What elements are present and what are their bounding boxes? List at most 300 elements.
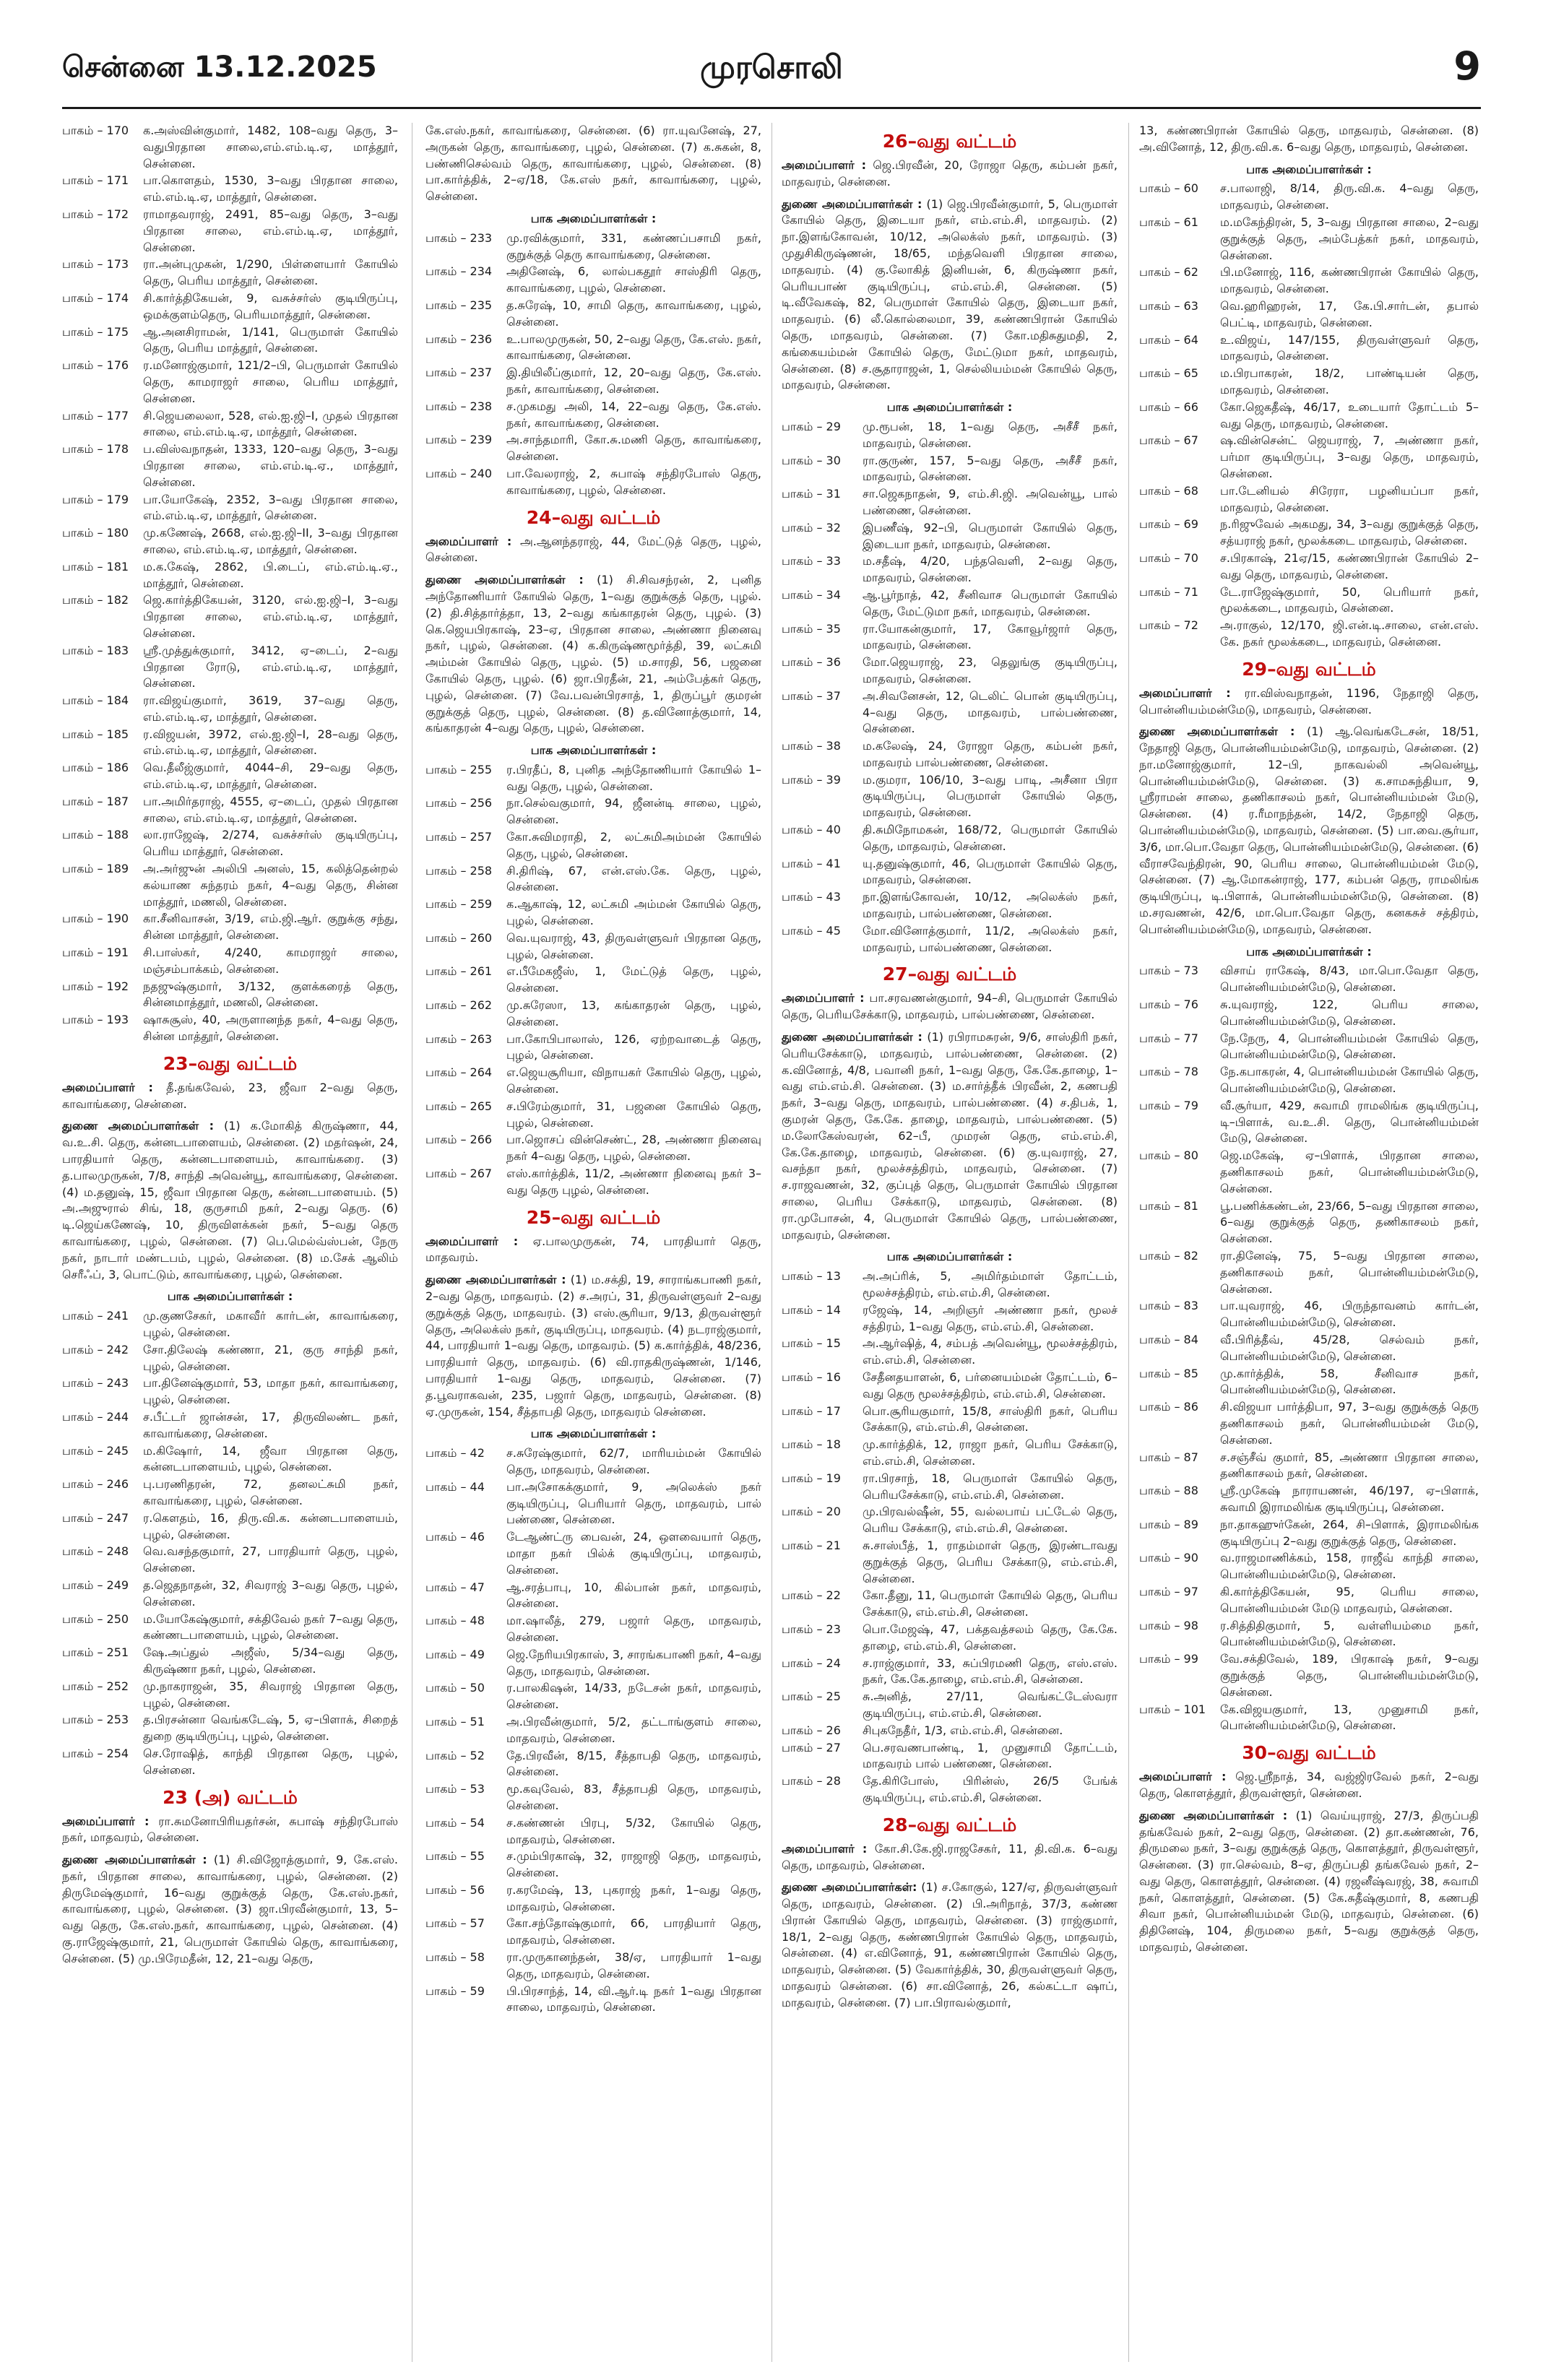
booth-number: பாகம் – 29 (782, 419, 841, 433)
booth-entry (62, 827, 398, 860)
booth-entry (62, 1409, 398, 1442)
booth-entry (1139, 399, 1479, 433)
booth-entry (62, 173, 398, 206)
booth-number: பாகம் – 82 (1139, 1249, 1198, 1263)
booth-organizer-details: சு.யுவராஜ், 122, பெரிய சாலை, பொன்னியம்மன்மேடு, சென்னை. (1220, 998, 1479, 1028)
booth-number: பாகம் – 56 (425, 1882, 485, 1897)
booth-organizer-details: சிபுகநேதீர், 1/3, எம்.எம்.சி, சென்னை. (863, 1723, 1063, 1737)
booth-entry (425, 1714, 761, 1747)
booth-number: பாகம் – 246 (62, 1477, 129, 1492)
organizer-paragraph (782, 990, 1118, 1024)
booth-number: பாகம் – 84 (1139, 1332, 1198, 1346)
booth-organizer-details: ஆ.சரத்பாபு, 10, கில்பான் நகர், மாதவரம், சென்னை. (506, 1580, 761, 1611)
booth-entry (425, 1983, 761, 2017)
booth-entry (782, 587, 1118, 620)
booth-organizer-details: பு.பரணிதரன், 72, தனலட்சுமி நகர், காவாங்கரை, புழல், சென்னை. (143, 1477, 398, 1507)
booth-organizer-details: ம.கிஷோர், 14, ஜீவா பிரதான தெரு, கன்னடபாளையம், புழல், சென்னை. (143, 1443, 398, 1474)
booth-number: பாகம் – 234 (425, 264, 493, 279)
booth-entry (1139, 264, 1479, 298)
booth-number: பாகம் – 59 (425, 1983, 485, 1998)
booth-number: பாகம் – 237 (425, 365, 493, 380)
booth-number: பாகம் – 192 (62, 979, 129, 993)
booth-entry (425, 1882, 761, 1916)
booth-number: பாகம் – 78 (1139, 1065, 1198, 1079)
booth-entry (62, 643, 398, 692)
organizer-paragraph (425, 1272, 761, 1420)
booth-number: பாகம் – 258 (425, 863, 493, 878)
booth-entry (782, 889, 1118, 922)
booth-number: பாகம் – 27 (782, 1740, 841, 1754)
booth-organizer-details: ச.பிரேம்குமார், 31, பஜனை கோயில் தெரு, புழல், சென்னை. (506, 1099, 761, 1130)
booth-entry (782, 1302, 1118, 1336)
booth-number: பாகம் – 48 (425, 1614, 485, 1628)
booth-number: பாகம் – 233 (425, 230, 493, 245)
booth-entry (62, 1645, 398, 1678)
booth-organizer-details: பெ.சரவணபாண்டி, 1, முனுசாமி தோட்டம், மாதவரம் பால் பண்ணை, சென்னை. (863, 1740, 1118, 1771)
booth-number: பாகம் – 174 (62, 290, 129, 305)
role-label: அமைப்பாளர் : (782, 158, 866, 172)
booth-organizer-details: மு.ரவிக்குமார், 331, கண்ணப்பசாமி நகர், குறுக்குத் தெரு காவாங்கரை, சென்னை. (506, 230, 761, 261)
booth-number: பாகம் – 249 (62, 1578, 129, 1592)
booth-entry (425, 1529, 761, 1578)
booth-number: பாகம் – 60 (1139, 181, 1198, 196)
booth-organizer-details: ஷ.வின்சென்ட் ஜெயராஜ், 7, அண்ணா நகர், பர்மா குடியிருப்பு, 3–வது தெரு, மாதவரம், சென்னை. (1220, 433, 1479, 480)
organizer-paragraph (1139, 1808, 1479, 1956)
organizer-text: ரா.சுமனோபிரியதர்சன், சுபாஷ் சந்திரபோஸ் நகர், மாதவரம், சென்னை. (62, 1814, 398, 1845)
booth-number: பாகம் – 193 (62, 1013, 129, 1027)
booth-number: பாகம் – 238 (425, 399, 493, 413)
booth-organizer-details: பா.அசோகக்குமார், 9, அலெக்ஸ் நகர் குடியிருப்பு, பெரியார் தெரு, மாதவரம், பால் பண்ணை, சென்னை. (506, 1479, 761, 1527)
booth-entry (1139, 181, 1479, 214)
role-label: அமைப்பாளர் : (62, 1814, 150, 1828)
booth-entry (425, 1916, 761, 1949)
booth-number: பாகம் – 67 (1139, 433, 1198, 448)
booth-number: பாகம் – 64 (1139, 332, 1198, 347)
booth-entry (425, 1815, 761, 1848)
organizer-paragraph (782, 196, 1118, 394)
booth-number: பாகம் – 244 (62, 1409, 129, 1424)
booth-number: பாகம் – 34 (782, 587, 841, 602)
booth-entry (782, 1740, 1118, 1773)
booth-number: பாகம் – 101 (1139, 1702, 1206, 1716)
section-heading: பாக அமைப்பாளர்கள் : (530, 1427, 657, 1441)
booth-entry (62, 559, 398, 592)
booth-entry (62, 1308, 398, 1341)
booth-number: பாகம் – 85 (1139, 1366, 1198, 1380)
booth-organizer-details: மு.கார்த்திக், 58, சீனிவாச நகர், பொன்னியம்மன்மேடு, சென்னை. (1220, 1366, 1479, 1397)
booth-number: பாகம் – 30 (782, 453, 841, 467)
booth-number: பாகம் – 61 (1139, 215, 1198, 229)
booth-entry (425, 1132, 761, 1165)
booth-entry (425, 230, 761, 264)
booth-organizer-details: ம.கலேஷ், 24, ரோஜா தெரு, கம்பன் நகர், மாதவரம் பால்பண்ணை, சென்னை. (863, 739, 1118, 769)
organizer-text: (1) வெய்யுராஜ், 27/3, திருப்பதி தங்கவேல் நகர், 2–வது தெரு, சென்னை. (2) தா.கண்ணன், 76, திருமலை நகர், 3–வது குறுக்குத் தெரு, கொளத்தூர், திருவள்ளூர், சென்னை. (3) ரா.செல்வம், 8–ஏ, திருப்பதி தங்கவேல் நகர், 2–வது தெரு, கொளத்தூர், சென்னை. (4) ரஜனீஷ்வரஜ், 38, சுவாமி நகர், கொளத்தூர், சென்னை. (5) கே.சுதீஷ்குமார், 8, கணபதி சிவா நகர், பொன்னியம்மன் மேடு, மாதவரம், சென்னை. (6) திதினேஷ், 104, திருமலை நகர், 5–வது குறுக்குத் தெரு, மாதவரம், சென்னை. (1139, 1808, 1479, 1955)
booth-organizer-details: கோ.தீனு, 11, பெருமாள் கோயில் தெரு, பெரிய சேக்காடு, எம்.எம்.சி, சென்னை. (863, 1588, 1118, 1619)
role-label: அமைப்பாளர் : (1139, 685, 1231, 700)
booth-entry (62, 1611, 398, 1645)
booth-entry (62, 1443, 398, 1476)
booth-organizer-details: ம.பிரபாகரன், 18/2, பாண்டியன் தெரு, மாதவரம், சென்னை. (1220, 366, 1479, 397)
booth-organizer-details: ச.பீட்டர் ஜான்சன், 17, திருவிலண்ட நகர், காவாங்கரை, சென்னை. (143, 1409, 398, 1440)
organizer-text: அ.ஆனந்தராஜ், 44, மேட்டுத் தெரு, புழல், சென்னை. (425, 534, 761, 565)
booth-number: பாகம் – 245 (62, 1443, 129, 1458)
booth-entry (1139, 963, 1479, 996)
booth-organizer-details: தே.கிரிபோஸ், பிரின்ஸ், 26/5 பேங்க் குடியிருப்பு, எம்.எம்.சி, சென்னை. (863, 1774, 1118, 1804)
booth-number: பாகம் – 259 (425, 897, 493, 912)
booth-number: பாகம் – 89 (1139, 1517, 1198, 1531)
booth-number: பாகம் – 33 (782, 554, 841, 568)
booth-organizer-details: உ.பாலமுருகன், 50, 2–வது தெரு, கே.எஸ். நகர், காவாங்கரை, சென்னை. (506, 332, 761, 363)
organizer-text: ஜெ.பிரவீன், 20, ரோஜா தெரு, கம்பன் நகர், மாதவரம், சென்னை. (782, 158, 1118, 189)
booth-entry (425, 964, 761, 997)
booth-entry (62, 1679, 398, 1712)
booth-entry (1139, 1031, 1479, 1064)
booth-organizer-details: செ.ரோஷித், காந்தி பிரதான தெரு, புழல், சென்னை. (143, 1746, 398, 1777)
booth-entry (62, 592, 398, 641)
booth-entry (425, 1613, 761, 1646)
role-label: துணை அமைப்பாளர்கள் : (782, 1030, 922, 1044)
booth-organizer-details: தி.சுமிநோமகன், 168/72, பெருமாள் கோயில் தெரு, மாதவரம், சென்னை. (863, 823, 1118, 853)
booth-entry (1139, 1098, 1479, 1147)
booth-organizer-details: த.ஜெதநாதன், 32, சிவராஜ் 3–வது தெரு, புழல், சென்னை. (143, 1578, 398, 1609)
booth-entry (1139, 1651, 1479, 1700)
booth-entry (425, 1445, 761, 1479)
section-heading: பாக அமைப்பாளர்கள் : (1246, 944, 1372, 959)
booth-organizer-details: ம.குமரா, 106/10, 3–வது பாடி, அசீனா பிரா குடியிருப்பு, பெருமாள் கோயில் தெரு, மாதவரம், சென்னை. (863, 772, 1118, 820)
booth-entry (782, 822, 1118, 855)
booth-entry (1139, 997, 1479, 1030)
booth-number: பாகம் – 252 (62, 1679, 129, 1693)
booth-entry (782, 1403, 1118, 1437)
booth-number: பாகம் – 47 (425, 1580, 485, 1594)
ward-heading: 28–வது வட்டம் (882, 1814, 1017, 1835)
booth-organizer-details: சி.ஜெயலைலா, 528, எல்.ஐ.ஜி–I, முதல் பிரதான சாலை, எம்.எம்.டி.ஏ, மாத்தூர், சென்னை. (143, 408, 398, 439)
booth-organizer-details: சி.திரிஷ், 67, என்.எஸ்.கே. தெரு, புழல், சென்னை. (506, 863, 761, 894)
booth-number: பாகம் – 188 (62, 828, 129, 842)
section-heading: பாக அமைப்பாளர்கள் : (530, 211, 657, 225)
booth-entry (782, 1437, 1118, 1470)
booth-entry (1139, 1702, 1479, 1735)
booth-number: பாகம் – 248 (62, 1544, 129, 1559)
paper-name: முரசொலி (700, 49, 843, 86)
booth-organizer-details: பொ.சூரியகுமார், 15/8, சாஸ்திரி நகர், பெரிய சேக்காடு, எம்.எம்.சி, சென்னை. (863, 1403, 1118, 1435)
booth-number: பாகம் – 58 (425, 1950, 485, 1965)
booth-organizer-details: ஜெ.கார்த்திகேயன், 3120, எல்.ஐ.ஜி–I, 3–வது பிரதான சாலை, எம்.எம்.டி.ஏ, மாத்தூர், சென்னை. (143, 593, 398, 640)
booth-number: பாகம் – 182 (62, 593, 129, 607)
booth-number: பாகம் – 17 (782, 1403, 841, 1418)
booth-number: பாகம் – 251 (62, 1645, 129, 1660)
role-label: அமைப்பாளர் : (425, 1234, 519, 1248)
booth-organizer-details: நே.நேரு, 4, பொன்னியம்மன் கோயில் தெரு, பொன்னியம்மன்மேடு, சென்னை. (1220, 1031, 1479, 1062)
booth-number: பாகம் – 68 (1139, 483, 1198, 498)
booth-entry (62, 1510, 398, 1544)
booth-entry (1139, 1618, 1479, 1651)
role-label: அமைப்பாளர் : (425, 534, 512, 548)
booth-number: பாகம் – 65 (1139, 366, 1198, 381)
organizer-text: கோ.சி.கே.ஜி.ராஜசேகர், 11, தி.வி.க. 6–வது தெரு, மாதவரம், சென்னை. (782, 1841, 1118, 1872)
booth-entry (782, 738, 1118, 771)
booth-number: பாகம் – 191 (62, 945, 129, 960)
ward-heading: 30–வது வட்டம் (1242, 1742, 1376, 1764)
booth-entry (425, 1166, 761, 1199)
booth-entry (1139, 1332, 1479, 1365)
booth-entry (1139, 1550, 1479, 1583)
section-heading: பாக அமைப்பாளர்கள் : (530, 743, 657, 758)
role-label: அமைப்பாளர் : (782, 1841, 868, 1856)
booth-organizer-details: நா.இளங்கோவன், 10/12, அலெக்ஸ் நகர், மாதவரம், பால்பண்ணை, சென்னை. (863, 890, 1118, 921)
booth-entry (62, 492, 398, 525)
booth-number: பாகம் – 54 (425, 1815, 485, 1830)
booth-organizer-details: ரஜேஷ், 14, அறிஞர் அண்ணா நகர், மூலச் சத்திரம், 1–வது தெரு, எம்.எம்.சி, சென்னை. (863, 1302, 1118, 1333)
section-heading: பாக அமைப்பாளர்கள் : (1246, 162, 1372, 176)
booth-number: பாகம் – 14 (782, 1302, 841, 1317)
booth-organizer-details: விசாய் ராகேஷ், 8/43, மா.பொ.வேதா தெரு, பொன்னியம்மன்மேடு, சென்னை. (1220, 964, 1479, 995)
booth-organizer-details: ரா.பிரசாந், 18, பெருமாள் கோயில் தெரு, பெரியசேக்காடு, எம்.எம்.சி, சென்னை. (863, 1471, 1118, 1502)
booth-number: பாகம் – 53 (425, 1782, 485, 1796)
booth-number: பாகம் – 46 (425, 1530, 485, 1544)
booth-number: பாகம் – 190 (62, 912, 129, 926)
booth-entry (425, 1680, 761, 1713)
organizer-paragraph (62, 1118, 398, 1283)
booth-number: பாகம் – 18 (782, 1437, 841, 1452)
booth-organizer-details: மு.பிரவல்ஷீன், 55, வல்லபாய் பட்டேல் தெரு, பெரிய சேக்காடு, எம்.எம்.சி, சென்னை. (863, 1505, 1118, 1536)
booth-organizer-details: அ.அர்ஜுன் அலிபி அனஸ், 15, கலித்தென்றல் கல்யாண சுந்தரம் நகர், 4–வது தெரு, சின்ன மாத்தூர், மணலி, சென்னை. (143, 862, 398, 909)
booth-number: பாகம் – 71 (1139, 584, 1198, 599)
booth-entry (425, 1479, 761, 1528)
booth-entry (62, 1712, 398, 1745)
booth-number: பாகம் – 57 (425, 1916, 485, 1931)
role-label: துணை அமைப்பாளர்கள் : (62, 1853, 207, 1867)
booth-organizer-details: வே.சக்திவேல், 189, பிரகாஷ் நகர், 9–வது குறுக்குத் தெரு, பொன்னியம்மன்மேடு, சென்னை. (1220, 1652, 1479, 1699)
role-label: துணை அமைப்பாளர்கள் : (62, 1119, 215, 1133)
booth-organizer-details: ரா.தினேஷ், 75, 5–வது பிரதான சாலை, தணிகாசலம் நகர், பொன்னியம்மன்மேடு, சென்னை. (1220, 1249, 1479, 1296)
booth-entry (1139, 618, 1479, 651)
booth-number: பாகம் – 37 (782, 688, 841, 703)
booth-number: பாகம் – 41 (782, 856, 841, 870)
role-label: அமைப்பாளர் : (782, 991, 865, 1005)
booth-entry (425, 795, 761, 828)
booth-organizer-details: நே.கபாகரன், 4, பொன்னியம்மன் கோயில் தெரு, பொன்னியம்மன்மேடு, சென்னை. (1220, 1065, 1479, 1096)
ward-heading: 26–வது வட்டம் (882, 131, 1017, 152)
role-label: துணை அமைப்பாளர்கள் : (782, 196, 922, 211)
booth-number: பாகம் – 88 (1139, 1484, 1198, 1498)
booth-number: பாகம் – 35 (782, 621, 841, 636)
booth-entry (1139, 433, 1479, 482)
column-4 (1139, 123, 1479, 2362)
booth-number: பாகம் – 97 (1139, 1584, 1198, 1598)
booth-organizer-details: கி.கார்த்திகேயன், 95, பெரிய சாலை, பொன்னியம்மன் மேடு மாதவரம், சென்னை. (1220, 1584, 1479, 1615)
booth-organizer-details: பி.மனோஜ், 116, கண்ணபிரான் கோயில் தெரு, மாதவரம், சென்னை. (1220, 265, 1479, 296)
role-label: துணை அமைப்பாளர்கள் : (1139, 1808, 1288, 1822)
booth-organizer-details: ந.ரிஜுவேல் அகமது, 34, 3–வது குறுக்குத் தெரு, சத்யராஜ் நகர், மூலக்கடை மாதவரம், சென்னை. (1220, 517, 1479, 548)
booth-entry (425, 1099, 761, 1132)
booth-entry (782, 553, 1118, 587)
booth-organizer-details: கோ.சுவிமராதி, 2, லட்சுமிஅம்மன் கோயில் தெரு, புழல், சென்னை. (506, 830, 761, 860)
booth-number: பாகம் – 42 (425, 1446, 485, 1461)
booth-number: பாகம் – 240 (425, 466, 493, 480)
booth-number: பாகம் – 183 (62, 643, 129, 657)
booth-entry (782, 1471, 1118, 1504)
booth-entry (62, 1012, 398, 1045)
booth-entry (782, 1369, 1118, 1403)
booth-number: பாகம் – 26 (782, 1723, 841, 1737)
booth-number: பாகம் – 261 (425, 964, 493, 979)
organizer-paragraph (1139, 123, 1479, 156)
booth-number: பாகம் – 98 (1139, 1618, 1198, 1632)
booth-number: பாகம் – 257 (425, 830, 493, 844)
booth-entry (1139, 1248, 1479, 1297)
booth-organizer-details: ரா.முருகானந்தன், 38/ஏ, பாரதியார் 1–வது தெரு, மாதவரம், சென்னை. (506, 1950, 761, 1981)
booth-number: பாகம் – 36 (782, 655, 841, 670)
booth-entry (782, 453, 1118, 486)
booth-number: பாகம் – 173 (62, 257, 129, 272)
organizer-text: (1) சி.விஜோத்குமார், 9, கே.எஸ். நகர், பிரதான சாலை, காவாங்கரை, புழல், சென்னை. (2) திருமேஷ்குமார், 16–வது குறுக்குத் தெரு, கே.எஸ்.நகர், காவாங்கரை, புழல், சென்னை. (3) ஜா.பிரவீன்குமார், 13, 5–வது தெரு, கே.எஸ்.நகர், காவாங்கரை, புழல், சென்னை. (4) கு.ராஜேஷ்குமார், 21, பெருமாள் கோயில் தெரு, காவாங்கரை, சென்னை. (5) மு.பிரேமதீன், 12, 21–வது தெரு, (62, 1853, 398, 1965)
booth-organizer-details: மு.சுரேஸா, 13, கங்காதரன் தெரு, புழல், சென்னை. (506, 998, 761, 1029)
booth-organizer-details: ப.விஸ்வநாதன், 1333, 120–வது தெரு, 3–வது பிரதான சாலை, எம்.எம்.டி.ஏ., மாத்தூர், சென்னை. (143, 442, 398, 489)
booth-entry (782, 1622, 1118, 1655)
booth-entry (62, 1342, 398, 1375)
booth-organizer-details: பா.டேனியல் சிரேரா, பழனியப்பா நகர், மாதவரம், சென்னை. (1220, 483, 1479, 514)
ward-heading: 29–வது வட்டம் (1242, 658, 1376, 680)
booth-organizer-details: மா.ஷாலீத், 279, பஜார் தெரு, மாதவரம், சென்னை. (506, 1614, 761, 1644)
booth-organizer-details: கோ.சந்தோஷ்குமார், 66, பாரதியார் தெரு, மாதவரம், சென்னை. (506, 1916, 761, 1947)
booth-organizer-details: ரா.குருண், 157, 5–வது தெரு, அசீசீ நகர், மாதவரம், சென்னை. (863, 453, 1118, 484)
organizer-text: 13, கண்ணபிரான் கோயில் தெரு, மாதவரம், சென்னை. (8) அ.வினோத், 12, திரு.வி.க. 6–வது தெரு, மாதவரம், சென்னை. (1139, 124, 1479, 154)
booth-entry (782, 1773, 1118, 1806)
booth-number: பாகம் – 70 (1139, 550, 1198, 565)
booth-entry (425, 1031, 761, 1065)
booth-entry (62, 945, 398, 978)
booth-number: பாகம் – 235 (425, 298, 493, 312)
booth-organizer-details: அ.அப்ரிக், 5, அமிர்தம்மாள் தோட்டம், மூலச்சத்திரம், எம்.எம்.சி, சென்னை. (863, 1269, 1118, 1299)
booth-number: பாகம் – 28 (782, 1774, 841, 1788)
organizer-text: கே.எஸ்.நகர், காவாங்கரை, சென்னை. (6) ரா.யுவனேஷ், 27, அருகன் தெரு, காவாங்கரை, புழல், சென்னை. (7) க.சுகன், 8, பண்ணிசெல்வம் தெரு, காவாங்கரை, புழல், சென்னை. (8) பா.கார்த்திக், 2–ஏ/18, கே.எஸ் நகர், காவாங்கரை, புழல், சென்னை. (425, 124, 761, 204)
booth-entry (425, 829, 761, 862)
booth-number: பாகம் – 264 (425, 1065, 493, 1080)
column-1 (62, 123, 398, 2362)
booth-entry (1139, 1450, 1479, 1483)
booth-number: பாகம் – 13 (782, 1269, 841, 1284)
booth-organizer-details: ர.கௌதம், 16, திரு.வி.க. கன்னடபாளையம், புழல், சென்னை. (143, 1510, 398, 1541)
role-label: அமைப்பாளர் : (1139, 1770, 1227, 1784)
booth-number: பாகம் – 253 (62, 1713, 129, 1727)
booth-organizer-details: பா.ஜொசப் வின்செண்ட், 28, அண்ணா நினைவு நகர் 4–வது தெரு, புழல், சென்னை. (506, 1133, 761, 1164)
booth-entry (62, 441, 398, 490)
booth-organizer-details: எ.பீமேகஜீஸ், 1, மேட்டுத் தெரு, புழல், சென்னை. (506, 964, 761, 995)
booth-number: பாகம் – 184 (62, 693, 129, 708)
booth-organizer-details: சோ.திலேஷ் கண்ணா, 21, குரு சாந்தி நகர், புழல், சென்னை. (143, 1342, 398, 1373)
booth-number: பாகம் – 43 (782, 890, 841, 904)
booth-organizer-details: ரா.அன்புமுகன், 1/290, பிள்ளையார் கோயில் தெரு, பெரிய மாத்தூர், சென்னை. (143, 257, 398, 288)
booth-organizer-details: வெ.தீலீஜ்குமார், 4044–சி, 29–வது தெரு, எம்.எம்.டி.ஏ, மாத்தூர், சென்னை. (143, 761, 398, 792)
booth-number: பாகம் – 87 (1139, 1450, 1198, 1464)
booth-entry (782, 923, 1118, 956)
booth-organizer-details: க.ஆகாஷ், 12, லட்சுமி அம்மன் கோயில் தெரு, புழல், சென்னை. (506, 897, 761, 928)
booth-entry (1139, 1584, 1479, 1617)
role-label: துணை அமைப்பாளர்கள் : (425, 573, 584, 587)
organizer-text: (1) ஜெ.பிரவீன்குமார், 5, பெருமாள் கோயில் தெரு, இடையா நகர், எம்.எம்.சி, மாதவரம். (2) நா.இளங்கோவன், 10/12, அலெக்ஸ் நகர், மாதவரம். (3) முதுசிகிருஷ்ணன், 18/65, மந்தவெளி பிரதான சாலை, மாதவரம். (4) கு.லோகித் இனியன், 6, கிருஷ்ணா நகர், பெரியபாண் குடியிருப்பு, எம்.எம்.சி, சென்னை. (5) டி.வீவேகஷ், 82, பெருமாள் கோயில் தெரு, இடையா நகர், மாதவரம். (6) லீ.கொல்லைமா, 39, கண்ணபிரான் கோயில் தெரு, மாதவரம், சென்னை. (7) கோ.மதிசுதுமதி, 2, கங்கையம்மன் கோயில் தெரு, மேட்டுமா நகர், மாதவரம், சென்னை. (8) ச.சூதாராஜன், 1, செல்லியம்மன் கோயில் தெரு, மாதவரம், சென்னை. (782, 196, 1118, 392)
booth-number: பாகம் – 44 (425, 1479, 485, 1494)
booth-organizer-details: சா.ஜெகநாதன், 9, எம்.சி.ஜி. அவென்யூ, பால் பண்ணை, சென்னை. (863, 487, 1118, 517)
booth-number: பாகம் – 189 (62, 862, 129, 876)
booth-organizer-details: ஜெ.நேரியபிரகாஸ், 3, சாரங்கபாணி நகர், 4–வது தெரு, மாதவரம், சென்னை. (506, 1647, 761, 1678)
booth-organizer-details: பா.தினேஷ்குமார், 53, மாதா நகர், காவாங்கரை, புழல், சென்னை. (143, 1376, 398, 1407)
booth-entry (425, 332, 761, 365)
booth-organizer-details: ஸ்ரீ.முகேஷ் நாராயணன், 46/197, ஏ–பிளாக், சுவாமி இராமலிங்க குடியிருப்பு, சென்னை. (1220, 1484, 1479, 1514)
booth-organizer-details: பி.பிரசாந்த், 14, வி.ஆர்.டி நகர் 1–வது பிரதான சாலை, மாதவரம், சென்னை. (506, 1983, 761, 2015)
section-heading: பாக அமைப்பாளர்கள் : (167, 1289, 293, 1304)
booth-number: பாகம் – 20 (782, 1505, 841, 1519)
booth-entry (62, 911, 398, 944)
booth-organizer-details: த.சுரேஷ், 10, சாமி தெரு, காவாங்கரை, புழல், சென்னை. (506, 298, 761, 329)
booth-number: பாகம் – 256 (425, 796, 493, 810)
booth-organizer-details: ஷே.அப்துல் அஜீஸ், 5/34–வது தெரு, கிருஷ்ணா நகர், புழல், சென்னை. (143, 1645, 398, 1676)
section-heading: பாக அமைப்பாளர்கள் : (886, 400, 1013, 415)
booth-organizer-details: ம.யோகேஷ்குமார், சக்திவேல் நகர் 7–வது தெரு, கண்ணடபாளையம், புழல், சென்னை. (143, 1611, 398, 1643)
booth-number: பாகம் – 239 (425, 433, 493, 447)
booth-organizer-details: அ.சாந்தமாரி, கோ.சு.மணி தெரு, காவாங்கரை, சென்னை. (506, 433, 761, 464)
booth-number: பாகம் – 55 (425, 1849, 485, 1864)
booth-organizer-details: வெ.யுவராஜ், 43, திருவள்ளுவர் பிரதான தெரு, புழல், சென்னை. (506, 930, 761, 961)
booth-organizer-details: சி.கார்த்திகேயன், 9, வசுச்சர்ஸ் குடியிருப்பு, ஒமக்குளம்தெரு, பெரியமாத்தூர், சென்னை. (143, 290, 398, 321)
booth-number: பாகம் – 263 (425, 1031, 493, 1046)
booth-organizer-details: வீ.சூர்யா, 429, சுவாமி ராமலிங்க குடியிருப்பு, டி–பிளாக், வ.உ.சி. தெரு, பொன்னியம்மன் மேடு, சென்னை. (1220, 1098, 1479, 1146)
booth-number: பாகம் – 180 (62, 526, 129, 540)
booth-number: பாகம் – 79 (1139, 1098, 1198, 1112)
booth-entry (1139, 1198, 1479, 1247)
booth-number: பாகம் – 32 (782, 520, 841, 535)
booth-number: பாகம் – 86 (1139, 1400, 1198, 1414)
booth-number: பாகம் – 15 (782, 1336, 841, 1351)
booth-number: பாகம் – 76 (1139, 998, 1198, 1012)
booth-entry (1139, 584, 1479, 618)
booth-entry (62, 207, 398, 256)
booth-entry (425, 1748, 761, 1781)
column-2 (425, 123, 761, 2362)
ward-heading: 23 (அ) வட்டம் (163, 1786, 298, 1808)
booth-number: பாகம் – 63 (1139, 298, 1198, 313)
booth-organizer-details: கோ.ஜெகதீஷ், 46/17, உடையார் தோட்டம் 5–வது தெரு, மாதவரம், சென்னை. (1220, 399, 1479, 430)
booth-number: பாகம் – 51 (425, 1714, 485, 1728)
booth-number: பாகம் – 69 (1139, 517, 1198, 532)
booth-organizer-details: சி.விஜயா பார்த்திபா, 97, 3–வது குறுக்குத் தெரு தணிகாசலம் நகர், பொன்னியம்மன் மேடு, சென்னை. (1220, 1400, 1479, 1447)
booth-organizer-details: ர.சித்திதிகுமார், 5, வள்ளியம்மை நகர், பொன்னியம்மன்மேடு, சென்னை. (1220, 1618, 1479, 1649)
organizer-paragraph (425, 123, 761, 205)
booth-number: பாகம் – 19 (782, 1471, 841, 1485)
booth-organizer-details: மு.கணேஷ், 2668, எல்.ஐ.ஜி–II, 3–வது பிரதான சாலை, எம்.எம்.டி.ஏ, மாத்தூர், சென்னை. (143, 526, 398, 556)
booth-entry (425, 998, 761, 1031)
organizer-text: ரா.விஸ்வநாதன், 1196, நேதாஜி தெரு, பொன்னியம்மன்மேடு, மாதவரம், சென்னை. (1139, 685, 1479, 717)
booth-number: பாகம் – 49 (425, 1647, 485, 1661)
booth-organizer-details: ரா.விஜய்குமார், 3619, 37–வது தெரு, எம்.எம்.டி.ஏ, மாத்தூர், சென்னை. (143, 693, 398, 724)
booth-organizer-details: ர.பாலகிஷன், 14/33, நடேசன் நகர், மாதவரம், சென்னை. (506, 1681, 761, 1712)
booth-number: பாகம் – 260 (425, 930, 493, 945)
booth-organizer-details: தே.பிரவீன், 8/15, சீத்தாபதி தெரு, மாதவரம், சென்னை. (506, 1748, 761, 1779)
booth-entry (62, 123, 398, 172)
booth-number: பாகம் – 21 (782, 1538, 841, 1552)
booth-entry (1139, 215, 1479, 264)
booth-number: பாகம் – 243 (62, 1376, 129, 1390)
booth-organizer-details: நா.செல்வகுமார், 94, ஜீனன்டி சாலை, புழல், சென்னை. (506, 796, 761, 827)
booth-organizer-details: மூ.கவுவேல், 83, சீத்தாபதி தெரு, மாதவரம், சென்னை. (506, 1782, 761, 1812)
column-3 (782, 123, 1118, 2362)
booth-organizer-details: அ.ஆர்ஷித், 4, சம்பத் அவென்யூ, மூலச்சத்திரம், எம்.எம்.சி, சென்னை. (863, 1336, 1118, 1367)
organizer-paragraph (62, 1080, 398, 1113)
booth-entry (1139, 1517, 1479, 1550)
booth-organizer-details: க.அஸ்வின்குமார், 1482, 108–வது தெரு, 3–வதுபிரதான சாலை,எம்.எம்.டி.ஏ, மாத்தூர், சென்னை. (143, 124, 398, 170)
booth-organizer-details: கே.விஜயகுமார், 13, முனுசாமி நகர், பொன்னியம்மன்மேடு, சென்னை. (1220, 1702, 1479, 1733)
booth-number: பாகம் – 267 (425, 1167, 493, 1181)
